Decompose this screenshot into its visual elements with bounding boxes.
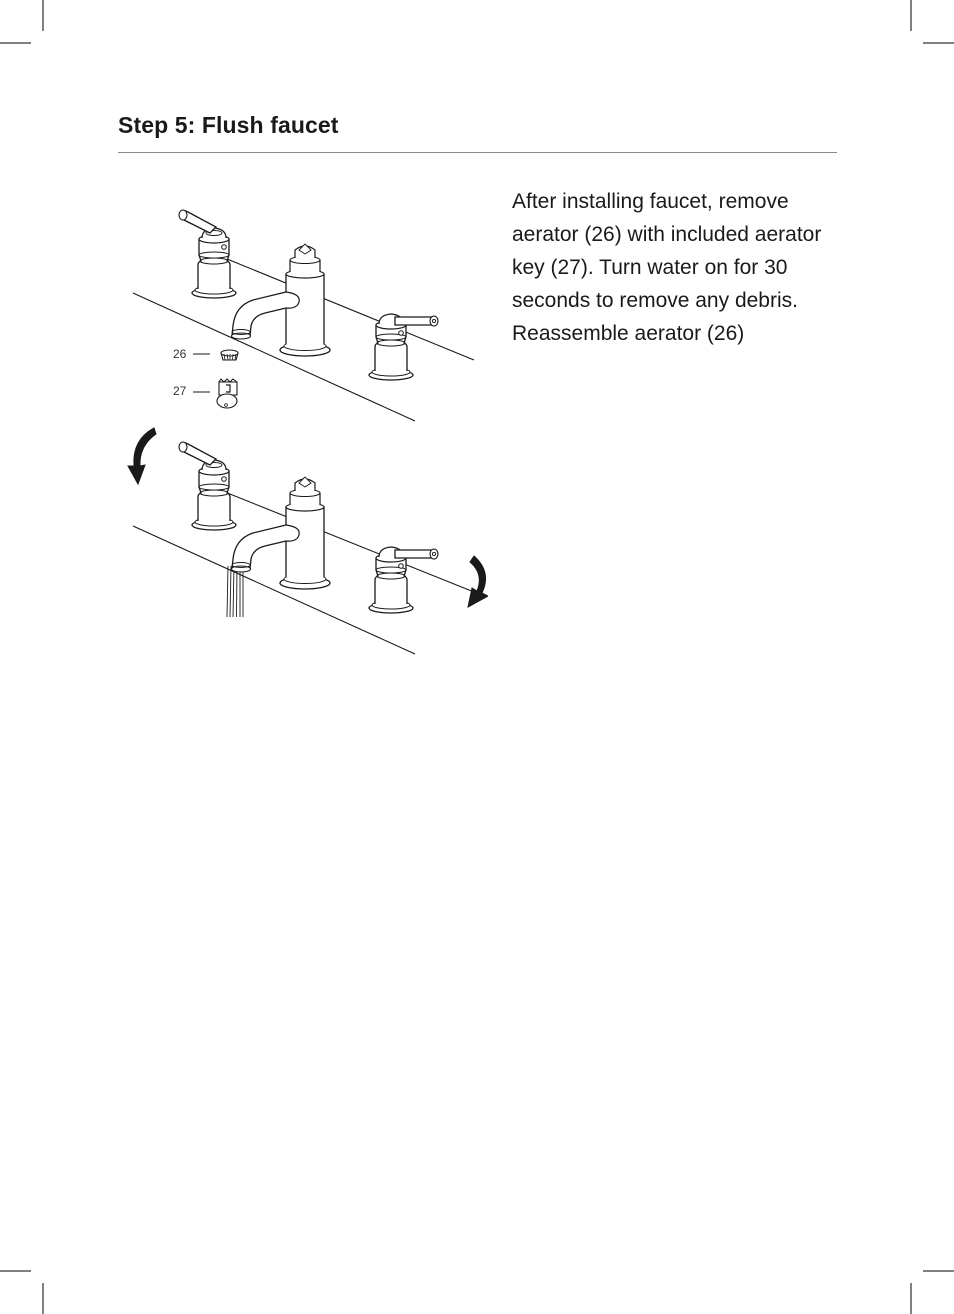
water-stream xyxy=(227,566,243,617)
step-title: Step 5: Flush faucet xyxy=(118,112,339,138)
rotate-arrow-icon-left xyxy=(128,428,156,484)
part-label-aerator-key: 27 xyxy=(173,384,187,398)
aerator-key-part xyxy=(217,379,237,408)
faucet-flushing-view xyxy=(128,428,488,654)
faucet-flush-illustration xyxy=(118,200,488,660)
faucet-disassembled-view xyxy=(133,210,474,421)
aerator-part xyxy=(221,350,238,360)
rotate-arrow-icon-right xyxy=(468,556,488,607)
part-label-aerator: 26 xyxy=(173,347,187,361)
instruction-text: After installing faucet, remove aerator (26) with included aerator key (27). Turn water on for 30 seconds to remove any debris. Reassemble aerator (26) xyxy=(512,190,822,345)
title-divider xyxy=(118,152,837,153)
